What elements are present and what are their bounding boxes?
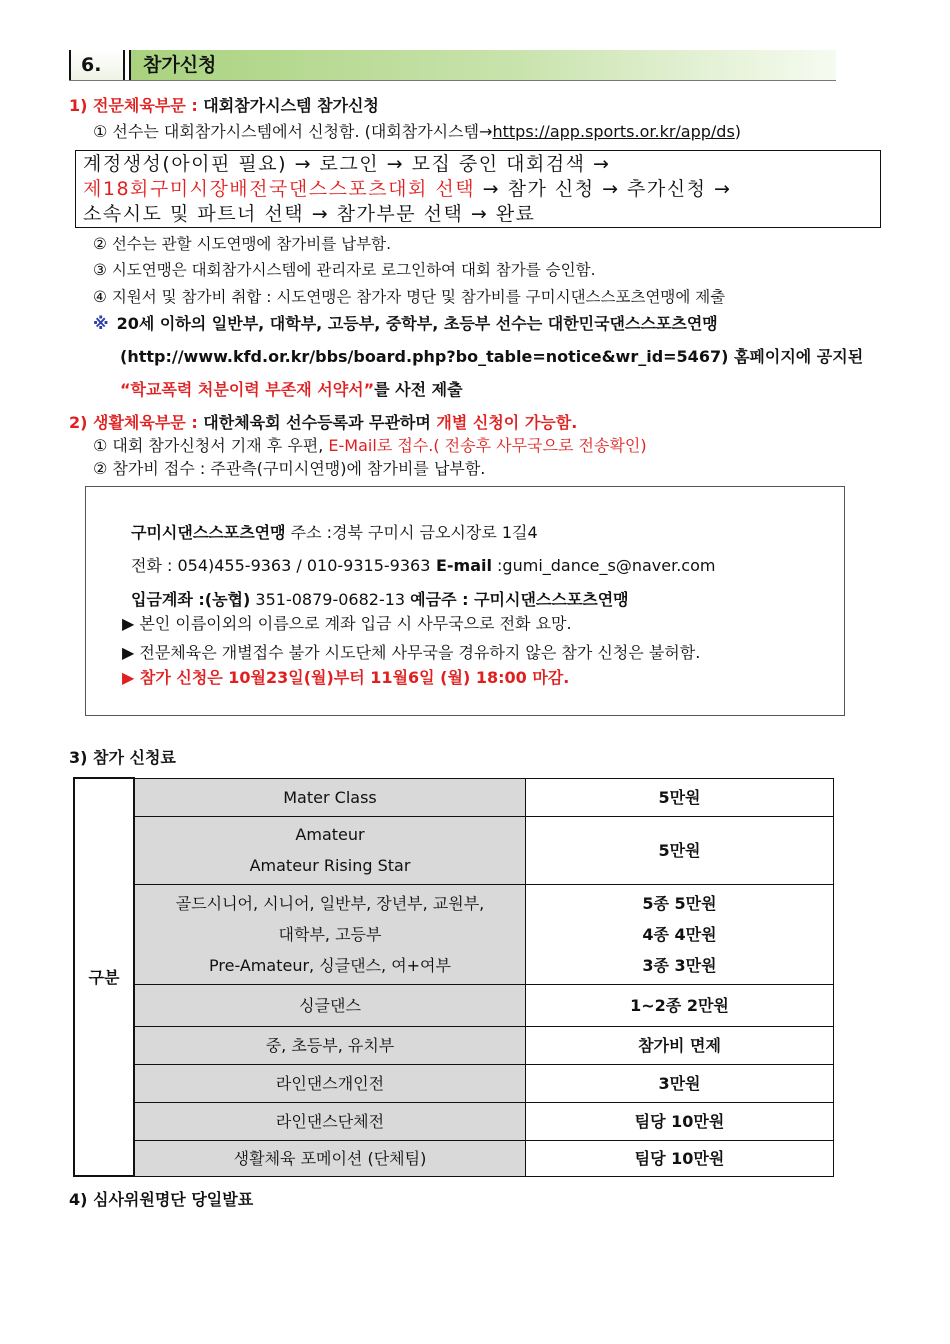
fee-category-line: 골드시니어, 시니어, 일반부, 장년부, 교원부, [175, 893, 485, 913]
fee-amount-line: 5만원 [658, 840, 701, 860]
sec2-heading-emphasis: 개별 신청이 가능함. [436, 413, 578, 432]
account-number: 351-0879-0682-13 [250, 590, 411, 609]
fee-category-line: Mater Class [283, 787, 377, 807]
fee-amount-line: 4종 4만원 [642, 924, 717, 944]
fee-amount-line: 3종 3만원 [642, 955, 717, 975]
fee-amount [526, 1102, 834, 1140]
sec1-note-line-3 [120, 377, 463, 400]
fee-category-line: Amateur [295, 825, 365, 844]
fee-category [134, 1140, 526, 1176]
contact-account-line [131, 587, 629, 610]
contact-bullet-1: ▶ 본인 이름이외의 이름으로 계좌 입금 시 사무국으로 전화 요망. [122, 614, 572, 633]
flow-line-3: 소속시도 및 파트너 선택 → 참가부문 선택 → 완료 [83, 203, 536, 225]
fees-title: 3) 참가 신청료 [69, 748, 176, 767]
fee-amount [526, 778, 834, 816]
fee-category [134, 1102, 526, 1140]
fee-amount-line: 5종 5만원 [642, 893, 717, 913]
fee-amount-line: 팀당 10만원 [634, 1148, 725, 1168]
sec2-item-1-text: ① 대회 참가신청서 기재 후 우편, [93, 436, 329, 455]
fee-category-line: Amateur Rising Star [249, 856, 411, 875]
fee-category [134, 984, 526, 1026]
flow-line-1: 계정생성(아이핀 필요) → 로그인 → 모집 중인 대회검색 → [83, 153, 611, 175]
fee-amount [526, 1140, 834, 1176]
system-link[interactable]: https://app.sports.or.kr/app/ds [492, 122, 735, 141]
fee-category [134, 816, 526, 884]
fee-amount [526, 1026, 834, 1064]
sec2-heading-label: 2) 생활체육부문 : [69, 413, 198, 432]
sec2-item-1 [93, 433, 647, 456]
fee-category-line: 대학부, 고등부 [278, 924, 382, 944]
fee-amount-line: 3만원 [658, 1073, 701, 1093]
sec4-text: 4) 심사위원명단 당일발표 [69, 1190, 254, 1209]
fee-amount [526, 984, 834, 1026]
note-mark: ※ [93, 314, 109, 333]
fee-row [74, 1064, 834, 1102]
email-label: E-mail [430, 556, 492, 575]
fee-category [134, 884, 526, 984]
group-label: 구분 [74, 778, 134, 1176]
sec2-item-1-email: E-Mail로 접수.( 전송후 사무국으로 전송확인) [328, 436, 647, 455]
fee-category-line: 생활체육 포메이션 (단체팀) [233, 1148, 427, 1168]
org-address: 주소 :경북 구미시 금오시장로 1길4 [285, 523, 538, 542]
sec1-heading [69, 93, 379, 116]
fee-category-line: 라인댄스단체전 [275, 1111, 385, 1131]
sec1-note-line-1 [93, 311, 718, 334]
contact-phone-line [131, 553, 715, 576]
fee-category-line: 싱글댄스 [299, 995, 361, 1015]
sec1-heading-text: 대회참가시스템 참가신청 [197, 96, 379, 115]
org-name: 구미시댄스스포츠연맹 [131, 523, 286, 542]
fee-category [134, 778, 526, 816]
flow-line-2-rest: → 참가 신청 → 추가신청 → [475, 178, 732, 200]
fee-row [74, 1026, 834, 1064]
sec1-item-1 [93, 119, 741, 142]
fee-row [74, 984, 834, 1026]
fee-amount-line: 1~2종 2만원 [630, 995, 729, 1015]
section-title: 참가신청 [129, 50, 836, 80]
sec2-heading [69, 410, 577, 433]
sec1-item-2: ② 선수는 관할 시도연맹에 참가비를 납부함. [93, 235, 391, 253]
fee-row [74, 884, 834, 984]
pledge-title: “학교폭력 처분이력 부존재 서약서” [120, 380, 375, 399]
fee-amount [526, 816, 834, 884]
flow-line-2 [83, 177, 880, 202]
fee-row [74, 778, 834, 816]
note-line-3-rest: 를 사전 제출 [374, 380, 463, 399]
fee-table [73, 777, 834, 1177]
section-number: 6. [69, 50, 125, 80]
sec1-item-1-tail: ) [734, 122, 742, 141]
registration-flow-box [75, 150, 881, 228]
note-line-1-text: 20세 이하의 일반부, 대학부, 고등부, 중학부, 초등부 선수는 대한민국댄스스포츠연맹 [116, 314, 718, 333]
flow-event-name: 제18회구미시장배전국댄스스포츠대회 선택 [83, 178, 476, 200]
fee-category-line: 중, 초등부, 유치부 [265, 1035, 395, 1055]
contact-org-line [131, 520, 538, 543]
fee-category [134, 1064, 526, 1102]
sec1-heading-label: 1) 전문체육부문 : [69, 96, 198, 115]
fee-row [74, 1140, 834, 1176]
fee-amount [526, 884, 834, 984]
sec2-heading-text: 대한체육회 선수등록과 무관하며 [197, 413, 437, 432]
contact-box [85, 486, 845, 716]
fee-category-line: 라인댄스개인전 [275, 1073, 385, 1093]
fee-amount-line: 팀당 10만원 [634, 1111, 725, 1131]
fee-category-line: Pre-Amateur, 싱글댄스, 여+여부 [209, 955, 451, 975]
phone: 전화 : 054)455-9363 / 010-9315-9363 [131, 556, 431, 575]
fee-amount-line: 5만원 [658, 787, 701, 807]
account-label: 입금계좌 :(농협) [131, 590, 251, 609]
fee-amount [526, 1064, 834, 1102]
sec1-item-1-text: ① 선수는 대회참가시스템에서 신청함. (대회참가시스템→ [93, 122, 493, 141]
account-holder: 예금주 : 구미시댄스스포츠연맹 [410, 590, 629, 609]
fee-row [74, 1102, 834, 1140]
fee-row [74, 816, 834, 884]
contact-bullet-2: ▶ 전문체육은 개별접수 불가 시도단체 사무국을 경유하지 않은 참가 신청은 불허함. [122, 643, 701, 662]
contact-bullet-3: ▶ 참가 신청은 10월23일(월)부터 11월6일 (월) 18:00 마감. [122, 668, 570, 687]
fee-category [134, 1026, 526, 1064]
fee-amount-line: 참가비 면제 [638, 1035, 721, 1055]
email[interactable]: :gumi_dance_s@naver.com [491, 556, 716, 575]
sec1-item-4: ④ 지원서 및 참가비 취합 : 시도연맹은 참가자 명단 및 참가비를 구미시댄스스포츠연맹에 제출 [93, 288, 726, 306]
header-underline [69, 80, 836, 81]
sec1-note-line-2: (http://www.kfd.or.kr/bbs/board.php?bo_table=notice&wr_id=5467) 홈페이지에 공지된 [120, 347, 864, 366]
sec2-item-2: ② 참가비 접수 : 주관측(구미시연맹)에 참가비를 납부함. [93, 459, 486, 478]
sec1-item-3: ③ 시도연맹은 대회참가시스템에 관리자로 로그인하여 대회 참가를 승인함. [93, 261, 596, 279]
